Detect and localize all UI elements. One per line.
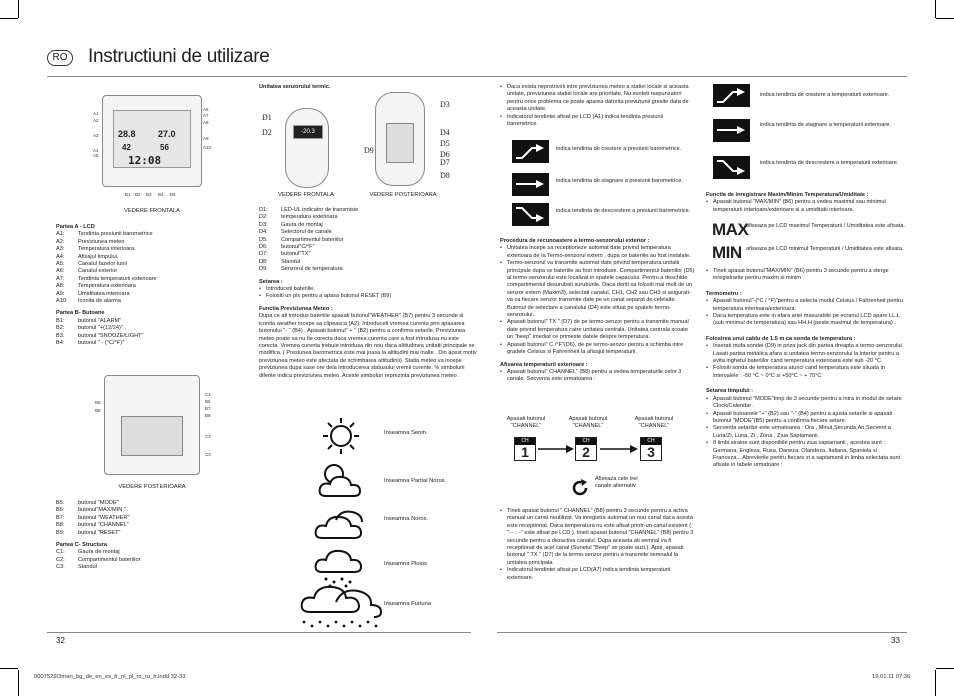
label-c1: C1	[205, 392, 211, 397]
bullet-item: • Folositi un pix pentru a apasa butonul RESET (B9)	[259, 293, 479, 300]
sensor-display: -20.3	[293, 125, 323, 139]
list-item: B4: butonul " - (°C/°F)"	[56, 340, 125, 347]
sensor-front-caption: VEDERE FRONTALA	[278, 192, 334, 198]
crop-mark	[936, 668, 954, 669]
page-title: Instructiuni de utilizare	[88, 46, 270, 67]
label-a4: A4	[93, 148, 99, 153]
temp-steady-icon	[713, 119, 750, 142]
bullet-item: • Apasati butonul"-(°C / °F)"pentru a selecta modul Celsius / Fahrenheit pentru temperatura interioara/exterioara.	[706, 298, 906, 313]
channel-number: 1	[521, 444, 529, 460]
list-item: B2: butonul "+(12/24)" .	[56, 325, 126, 332]
max-word: MAX	[712, 220, 749, 239]
footer-rule-right	[497, 632, 907, 633]
list-item: A3: Temperatura interioara.	[56, 246, 136, 253]
label-b7: B7	[205, 406, 211, 411]
right-col1-bottom	[500, 508, 695, 582]
sensor-back-caption: VEDERE POSTERIOARA	[369, 192, 437, 198]
arrow-right-icon	[598, 444, 640, 454]
footer-rule-left	[47, 632, 471, 633]
list-item: B5: butonul "MODE"	[56, 500, 119, 506]
label-d8: D8	[440, 171, 450, 180]
list-item: B7: butonul "WEATHER"	[56, 514, 130, 521]
bullet-item: • Apasati butonul "MAX/MIN" (B6) pentru a vedea maximul sau minimul temperaturii interioare/exterioare si a umiditatii interioare.	[706, 199, 906, 214]
back-view-caption: VEDERE POSTERIOARA	[118, 484, 186, 490]
part-b-title: Partea B- Butoane	[56, 310, 105, 317]
list-item: A4: Afisajul timpului.	[56, 253, 119, 260]
bullet-item: • Folositi sonda de temperatura atunci cand temperatura este situata in intervalele : -50 °C ~ 0°C si +50°C ~ + 70°C	[706, 365, 906, 380]
right-col1-top	[500, 84, 695, 128]
label-b2: B2	[135, 192, 141, 197]
list-item: C3: Standul	[56, 564, 97, 571]
weather-label-storm: Inseamna Furtuna	[384, 601, 432, 607]
list-item: A10: Iconita de alarma	[56, 298, 121, 305]
label-b8: B8	[205, 413, 211, 418]
label-a2: A2	[93, 118, 99, 123]
afisarea-title: Afisarea temperaturii exterioare :	[500, 361, 588, 368]
temp-falling-text: indica tendinta de descrestere a temperaturii exterioare.	[760, 160, 899, 166]
label-d5: D5	[440, 139, 450, 148]
functia-meteo-text: Dupa ce ati introdus bateriile apasati butonul"WEATHER" (B7) pentru 3 secunde si iconita weather incepe sa clipeasca (A2). Introduceti vremea curenta prin apasarea butonului "- " (B4) . Apasati butonul" + " (B2) pentru a confirma setarile. Previziunea meteo poate sa nu fie corecta daca vremea curenta care a fost introdusa nu este corecta. Vremea curenta trebuie introdusa din nou daca altitudinea unitatii principale se modifica. ( Presiunea barometrica este mai joasa la altitudini mai inalte . Din acest motiv previziunea meteo este afectata de schimbarea altitudinii). Statia meteo va incepe previziunea dupa sase ore dela introducerea statusului vremii curente. % simbolurii diferite indica previziunea meteo. Aceste simboluri reprezinta previziunea meteo .	[259, 313, 477, 379]
maxmin-section	[706, 192, 906, 214]
list-item: A5: Canalul fazelor lunii	[56, 261, 127, 268]
pressure-falling-icon	[512, 203, 549, 226]
list-item: B8: butonul "CHANNEL"	[56, 522, 129, 529]
crop-mark	[0, 668, 18, 669]
part-a-title: Partea A - LCD	[56, 224, 95, 230]
back-view-device	[104, 375, 200, 475]
lcd-indoor-temp: 28.8	[118, 129, 136, 139]
sensor-title: Unitatea senzorului termic.	[259, 84, 331, 90]
bullet-item: • Secventa setarilor este urmatoarea : Ora , Minut,Secunda,An,Secvent a Luna/Zi, Luna, Zi , Zona , Ziua Saptamanii.	[706, 425, 906, 440]
pressure-rising-text: indica tendinta de crestere a presiunii barometrice.	[556, 146, 682, 152]
list-item: D7: butonul"TX"	[259, 251, 311, 258]
crop-mark	[18, 0, 19, 18]
channel-caption-2: Apasati butonul "CHANNEL"	[568, 416, 608, 430]
label-a6: A6	[203, 107, 209, 112]
sensor-back-device	[375, 92, 425, 186]
cycle-note: Afiseaza cele trei canale alternativ	[595, 476, 638, 490]
weather-label-sunny: Inseamna Senin.	[384, 430, 428, 436]
sun-icon	[318, 416, 364, 456]
bullet-item: • Termo-senzorul va transmite automat date privind temperatura unitatii principale dupa ce bateriile au fost introduse. Compartimentul bateriilor (D5) al termo-senzorului este localizat in spatele capacului. Pentru a deschide compartimentul desurubati suruburile. Daca doriti sa folositi mai mult de un senzor extern (Maxim3), selectati canalul, CH1, CH2 sau CH3 si asigurati-va ca fiecare senzor transmite date pe un canal separat de celelalte. Butonul de selectare a canalului (D4) este situat pe spatele termo-senzorului.	[500, 260, 695, 319]
setarea-timpului-title: Setarea timpului :	[706, 388, 753, 395]
list-item: D6: butonul"C/°F"	[259, 244, 315, 251]
temp-rising-text: indica tendinta de crestere a temperaturii exterioare.	[760, 92, 890, 98]
max-text: afiseaza pe LCD maximul Temperaturii / Umiditatea este afisata.	[746, 223, 906, 229]
channel-caption-1: Apasati butonul "CHANNEL"	[506, 416, 546, 430]
label-b1: B1	[125, 192, 131, 197]
list-item: D8: Standul	[259, 258, 300, 265]
bullet-item: • Indicatorul tendintei afisat pe LCD(A7) indica tendinta temperaturii exterioare.	[500, 567, 695, 582]
label-d4: D4	[440, 128, 450, 137]
crop-mark	[0, 18, 18, 19]
bullet-item: • Daca exista neprotrivirii intre previziunea meteo a statiei locale si aceasta unitate, previziunea statiei locale are prioritate. Nu sunteti raspunzatori pentru orice problema ce poate aparea datorita previziunii gresite data de aceasta unitate.	[500, 84, 695, 114]
temp-steady-text: indica tendinta de stagnare a temperaturii exterioare.	[760, 122, 891, 128]
lcd-humidity: 42	[122, 143, 131, 152]
list-item: D4: Selectorul de canale	[259, 229, 332, 236]
label-c3: C3	[205, 452, 211, 457]
bullet-item: • Daca temperatura este in afara ariei masurabile pe ecranul LCD apare LL.L (sub minimul de temperatura) sau HH.H (peste maximul de temperatura) .	[706, 313, 906, 328]
list-item: A7: Tendinta temperaturii exterioare	[56, 275, 157, 282]
language-badge: RO	[47, 50, 73, 66]
crop-mark	[936, 18, 954, 19]
termometru-title: Termometru :	[706, 290, 742, 297]
pressure-steady-icon	[512, 173, 549, 196]
label-c2: C2	[205, 434, 211, 439]
header-rule	[47, 76, 907, 77]
channel-number: 3	[647, 444, 655, 460]
bullet-item: • Apasati butonul "MODE"timp de 3 secunde pentru a intra in modul de setare Clock/Calendar .	[706, 396, 906, 411]
list-item: B9: butonul "RESET"	[56, 529, 121, 536]
print-date: 19.01.11 07:36	[872, 674, 911, 680]
crop-mark	[935, 0, 936, 18]
label-d3: D3	[440, 100, 450, 109]
sensor-front-device	[285, 108, 329, 188]
list-item: A6: Canalul exterior	[56, 268, 118, 275]
page-number-left: 32	[56, 636, 65, 645]
list-item: B6: butonul"MAX/MIN "	[56, 507, 126, 514]
label-d1: D1	[262, 113, 272, 122]
battery-compartment	[121, 416, 183, 456]
weather-label-partly: Inseamna Partial Noros.	[384, 478, 447, 484]
label-a10: A10	[203, 145, 212, 150]
file-info: 0007529/3man_bg_de_en_es_fr_nl_pl_ro_ru_tr.indd 32-33	[34, 674, 186, 680]
folosirea-title: Folosirea unui cablu de 1.5 m ca sonda de temperatura :	[706, 335, 856, 342]
list-item: D3: Gaura de montaj	[259, 221, 323, 228]
maxmin-title: Functia de inregistrare Maxim/Minim Temperatura/Umiditate :	[706, 192, 869, 198]
label-d7: D7	[440, 158, 450, 167]
bullet-item: • Inserati mufa sondei (D9) in priza jack din partea dreapta a termo-senzorului. Lasati partea metalica afara si unitatea termo-senzorului la interior pentru a evita inghetul bateriilor cand temperatura exterioara este sub -20 °C.	[706, 343, 906, 365]
front-view-device	[102, 95, 202, 187]
temp-falling-icon	[713, 156, 750, 179]
bullet-item: • Unitatea incepe sa receptioneze automat date privind temperatura exterioara de la Termo-senzorul extern , dupa ce bateriile au fost instalate.	[500, 245, 695, 260]
label-d9: D9	[364, 146, 374, 155]
functia-meteo-title: Functia Previziunea Meteo :	[259, 305, 333, 312]
label-b4: B4	[158, 192, 164, 197]
label-a7: A7	[203, 113, 209, 118]
procedura-section	[500, 238, 695, 384]
page-number-right: 33	[891, 636, 900, 645]
pressure-rising-icon	[512, 140, 549, 163]
bullet-item: • Tineti apasat butonul " CHANNEL" (B8) pentru 3 secunde pentru a activa manual un canal neutilizat. Va inregistra automat un nou canal daca acesta este receptionat. Daca temperatura nu este afisat printr-un canal existent ( "- - . -" este afisat pe LCD ), tineti apasat butonul "CHANNEL" (B8) pentru 3 secunde pentru a dezactiva canalul. Dupa aceasta ati semnal va fi receptionat de acel canal (Sunetul "Beep" se poate auzi.). Apoi, apasati butonul " TX " (D7) de la termo-senzor pentru a transmite semnalul la unitatea principala.	[500, 508, 695, 567]
bullet-item: • 8 limbi straine sunt disponibile pentru ziua saptamanii , acestea sunt : Germana, Engleza, Rusa, Daneza, Olandeza, Italiana, Spaniola si Franceza... Abrevierile pentru fiecare zi a saptamanii in limba selectata sunt afisate in tabele urmatoare :	[706, 440, 906, 470]
pressure-steady-text: indica tendinta de stagnare a presiunii barometrice.	[556, 178, 683, 184]
label-a9: A9	[203, 136, 209, 141]
bullet-item: • Tineti apasat butonul"MAX/MIN" (B6) pentru 3 secunde pentru a sterge inregistrarile pentru maxim si minim .	[706, 268, 906, 283]
bullet-item: • Apasati butoanele "+" (B2) sau "-" (B4) pentru a ajusta setarile si apasati butonul "MODE"(B5) pentru a confirma fiecare setare.	[706, 411, 906, 426]
procedura-title: Procedura de recunoastere a termo-senzorului exterior :	[500, 238, 650, 244]
label-d2: D2	[262, 128, 272, 137]
list-item: A1: Tendinta presiunii barometrice	[56, 231, 153, 238]
label-d6: D6	[440, 150, 450, 159]
part-a-list	[56, 224, 246, 348]
part-b2-c-list	[56, 500, 246, 572]
crop-mark	[935, 670, 936, 696]
label-b9: B9	[95, 408, 101, 413]
ch-badge: CH	[576, 438, 596, 445]
list-item: A9: Umiditatea interioara	[56, 290, 130, 297]
bullet-item: • Apasati butonul" C /°F"(D6), de pe termo-senzor pentru a schimba intre gradele Celsius si Fahrenheit la afisajul temperaturii.	[500, 342, 695, 357]
bullet-item: • Apasati butonul" TX " (D7) de pe termo-senzor pentru a transmite manual date privind temperatura catre unitatea centrala. Unitatea centrala scoate un "beep" imediat ce primeste datele despre temperatura.	[500, 319, 695, 341]
lcd-humidity-out: 56	[160, 143, 169, 152]
list-item: B1: butonul "ALARM"	[56, 317, 122, 324]
lcd-time: 12:08	[128, 154, 162, 167]
sensor-text	[259, 207, 479, 380]
part-c-title: Partea C- Structura	[56, 542, 107, 549]
list-item: C1: Gaura de montaj	[56, 549, 120, 556]
channel-caption-3: Apasati butonul "CHANNEL"	[634, 416, 674, 430]
list-item: B3: butonul "SNOOZE/LIGHT"	[56, 332, 144, 339]
list-item: C2: Compartimentul bateriilor	[56, 556, 141, 563]
arrow-right-icon	[536, 444, 576, 454]
label-a1: A1	[93, 111, 99, 116]
list-item: A2: Previziunea meteo	[56, 238, 125, 245]
cloudy-icon	[312, 506, 368, 544]
label-b3: B3	[146, 192, 152, 197]
partly-cloudy-icon	[314, 458, 366, 502]
label-b5: B5	[170, 192, 176, 197]
storm-icon	[296, 582, 386, 632]
list-item: D5: Compartimentul bateriilor	[259, 236, 344, 243]
list-item: A8: Temperatura exterioara	[56, 283, 136, 290]
label-a3: A3	[93, 133, 99, 138]
min-text: afiseaza pe LCD minimul Temperaturii / Umiditatea este afisata.	[746, 246, 904, 252]
weather-label-rain: Inseamna Ploios	[384, 561, 427, 567]
label-a5: A5	[93, 153, 99, 158]
bullet-item: • Introduceti bateriile.	[259, 286, 479, 293]
min-word: MIN	[712, 243, 742, 262]
crop-mark	[18, 670, 19, 696]
front-view-caption: VEDERE FRONTALA	[124, 208, 180, 214]
channel-number: 2	[582, 444, 590, 460]
channel-1-display	[514, 437, 536, 461]
label-b5b: B5	[205, 399, 211, 404]
list-item: D2: temperatura exterioara	[259, 214, 338, 221]
temp-rising-icon	[713, 84, 750, 107]
ch-badge: CH	[515, 438, 535, 445]
label-a8: A8	[203, 120, 209, 125]
list-item: D1: LED-UL indicator de transmisie	[259, 207, 359, 213]
bullet-item: • Indicatorul tendintei afisat pe LCD (A1) indica tendinta presiunii barometrice.	[500, 114, 695, 129]
label-b6: B6	[95, 400, 101, 405]
sensor-battery	[386, 123, 414, 163]
lcd-screen	[113, 110, 191, 168]
right-col2-bottom	[706, 268, 906, 470]
list-item: D9: Senzorul de temperatura	[259, 266, 343, 273]
channel-2-display	[575, 437, 597, 461]
bullet-item: • Apasati butonul" CHANNEL" (B8) pentru a vedea temperaturile celor 3 canale. Secventa este urmatoarea :	[500, 369, 695, 384]
setarea-title: Setarea :	[259, 278, 283, 285]
cycle-arrow-icon	[570, 478, 590, 498]
ch-badge: CH	[641, 438, 661, 445]
pressure-falling-text: indica tendinta de descrestere a presiunii barometrice.	[556, 208, 691, 214]
lcd-outdoor-temp: 27.0	[158, 129, 176, 139]
weather-label-cloudy: Inseamna Noros.	[384, 516, 429, 522]
channel-3-display	[640, 437, 662, 461]
